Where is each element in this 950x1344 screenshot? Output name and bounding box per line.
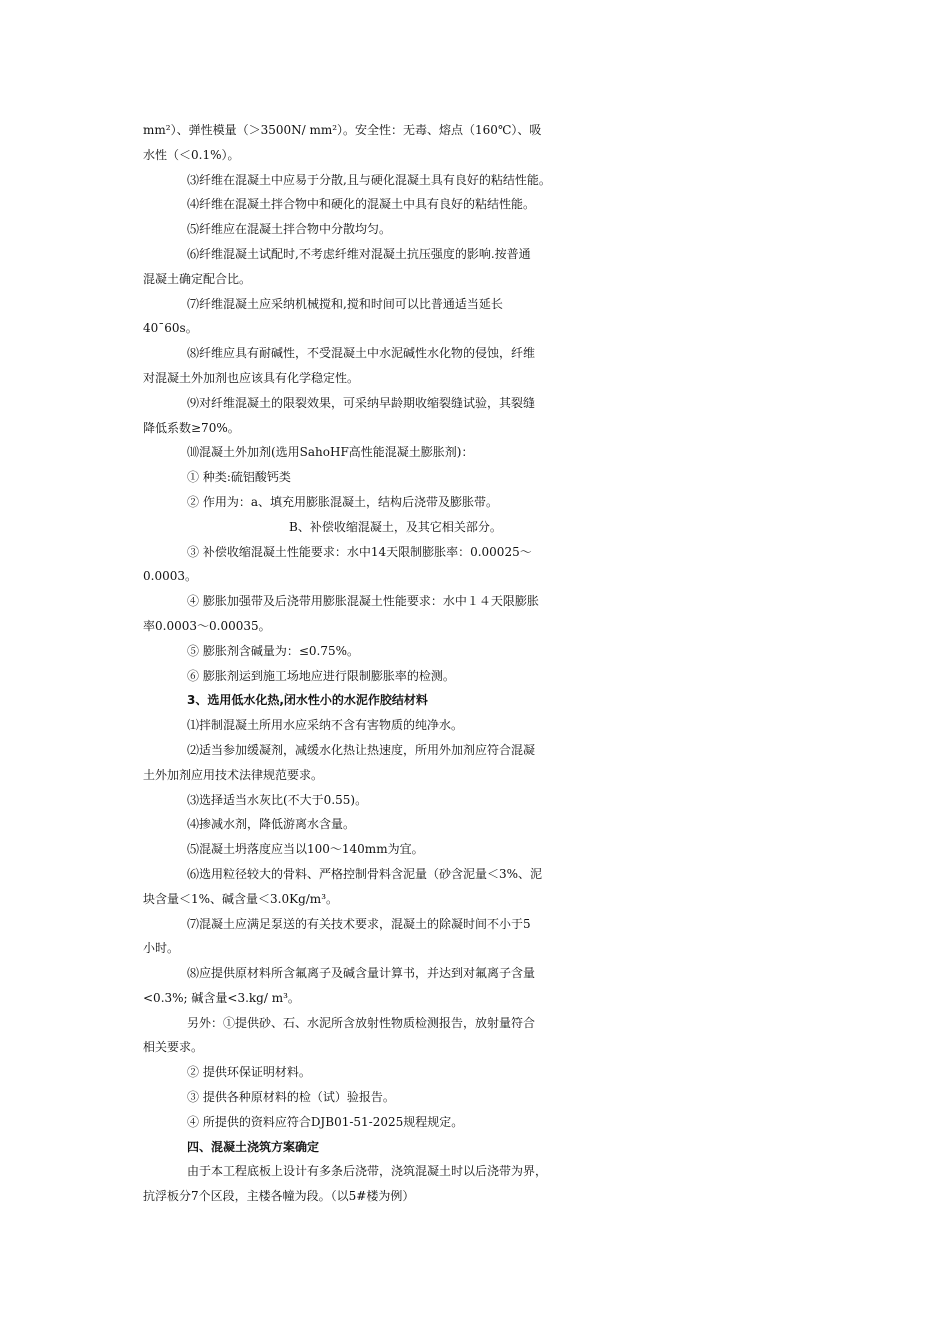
text-line: ⑷掺减水剂，降低游离水含量。 xyxy=(187,817,356,832)
document-page xyxy=(0,118,950,1209)
text-line: ⑵适当参加缓凝剂，减缓水化热让热速度，所用外加剂应符合混凝 xyxy=(187,742,536,757)
text-line: ⑸纤维应在混凝土拌合物中分散均匀。 xyxy=(187,222,392,237)
text-line: ⑽混凝土外加剂(选用SahoHF高性能混凝土膨胀剂)： xyxy=(187,445,474,460)
text-line: ② 作用为：a、填充用膨胀混凝土，结构后浇带及膨胀带。 xyxy=(187,494,498,509)
text-line: ③ 提供各种原材料的检（试）验报告。 xyxy=(187,1090,395,1105)
text-line: 率0.0003～0.00035。 xyxy=(143,618,271,633)
text-line: 块含量＜1%、碱含量＜3.0Kg/m³。 xyxy=(143,891,339,906)
text-line: ④ 所提供的资料应符合DJB01-51-2025规程规定。 xyxy=(187,1114,464,1129)
text-line: ⑼对纤维混凝土的限裂效果，可采纳早龄期收缩裂缝试验，其裂缝 xyxy=(187,395,536,410)
text-line: 相关要求。 xyxy=(143,1040,204,1055)
text-line: 由于本工程底板上设计有多条后浇带，浇筑混凝土时以后浇带为界， xyxy=(187,1164,548,1179)
text-line: B、补偿收缩混凝土，及其它相关部分。 xyxy=(289,519,502,534)
text-line: ⑹选用粒径较大的骨料、严格控制骨料含泥量（砂含泥量＜3%、泥 xyxy=(187,866,543,881)
text-line: ⑸混凝土坍落度应当以100～140mm为宜。 xyxy=(187,842,424,857)
text-line: ④ 膨胀加强带及后浇带用膨胀混凝土性能要求：水中１４天限膨胀 xyxy=(187,594,539,609)
text-line: ⑤ 膨胀剂含碱量为：≤0.75%。 xyxy=(187,643,359,658)
text-line: 另外：①提供砂、石、水泥所含放射性物质检测报告，放射量符合 xyxy=(187,1015,536,1030)
text-line: mm²）、弹性模量（＞3500N/ mm²）。安全性：无毒、熔点（160℃）、吸 xyxy=(143,123,542,137)
text-line: ⑻纤维应具有耐碱性，不受混凝土中水泥碱性水化物的侵蚀，纤维 xyxy=(187,346,536,361)
text-line: <0.3%; 碱含量<3.kg/ m³。 xyxy=(143,990,300,1005)
section-heading: 四、混凝土浇筑方案确定 xyxy=(187,1139,320,1154)
text-line: ① 种类:硫铝酸钙类 xyxy=(187,470,291,485)
text-line: 混凝土确定配合比。 xyxy=(143,271,252,286)
text-line: 水性（＜0.1%）。 xyxy=(143,147,240,162)
text-line: 对混凝土外加剂也应该具有化学稳定性。 xyxy=(143,370,360,385)
text-line: ⑻应提供原材料所含氟离子及碱含量计算书，并达到对氟离子含量 xyxy=(187,966,536,981)
text-line: 0.0003。 xyxy=(143,569,197,584)
text-line: ⑷纤维在混凝土拌合物中和硬化的混凝土中具有良好的粘结性能。 xyxy=(187,197,536,212)
text-line: 40¯60s。 xyxy=(143,321,198,336)
text-line: 土外加剂应用技术法律规范要求。 xyxy=(143,767,324,782)
section-heading: 3、选用低水化热,闭水性小的水泥作胶结材料 xyxy=(187,693,428,708)
text-line: ② 提供环保证明材料。 xyxy=(187,1065,311,1080)
text-line: ⑶纤维在混凝土中应易于分散,且与硬化混凝土具有良好的粘结性能。 xyxy=(187,172,551,187)
text-line: ⑹纤维混凝土试配时,不考虑纤维对混凝土抗压强度的影响.按普通 xyxy=(187,246,531,261)
text-line: ⑥ 膨胀剂运到施工场地应进行限制膨胀率的检测。 xyxy=(187,668,455,683)
text-line: ⑺纤维混凝土应采纳机械搅和,搅和时间可以比普通适当延长 xyxy=(187,296,503,311)
text-line: ③ 补偿收缩混凝土性能要求：水中14天限制膨胀率：0.00025～ xyxy=(187,544,532,559)
text-line: ⑴拌制混凝土所用水应采纳不含有害物质的纯净水。 xyxy=(187,718,464,733)
text-line: 小时。 xyxy=(143,941,180,956)
text-line: 抗浮板分7个区段，主楼各幢为段。（以5#楼为例） xyxy=(143,1189,415,1204)
text-line: ⑶选择适当水灰比(不大于0.55)。 xyxy=(187,792,368,807)
text-line: ⑺混凝土应满足泵送的有关技术要求，混凝土的除凝时间不小于5 xyxy=(187,916,531,931)
text-line: 降低系数≥70%。 xyxy=(143,420,240,435)
